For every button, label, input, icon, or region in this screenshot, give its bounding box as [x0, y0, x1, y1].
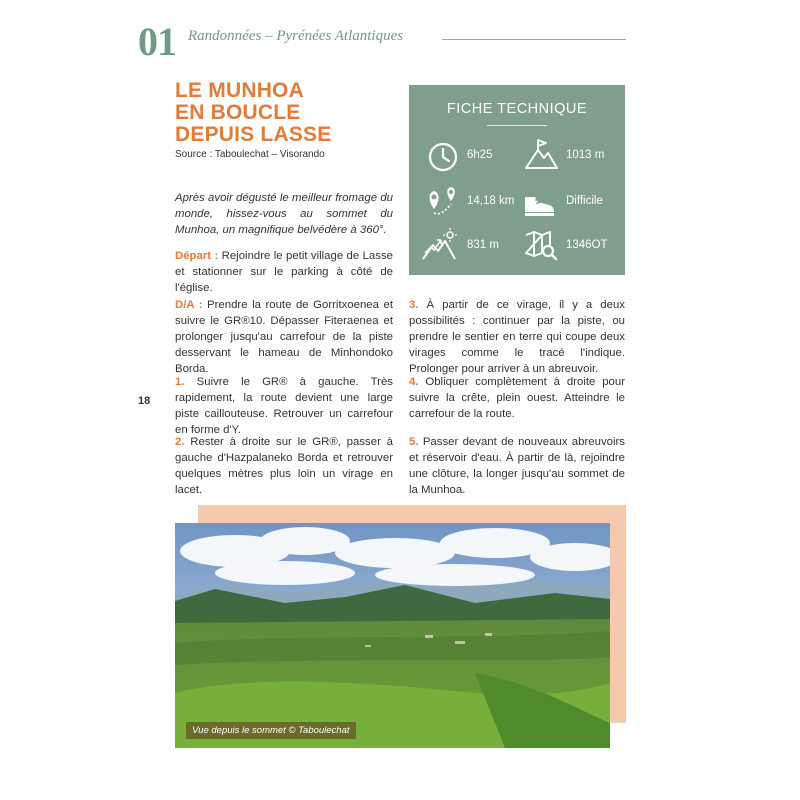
paragraph-da	[175, 297, 393, 377]
paragraph-text: Rejoindre le petit village de Lasse et stationner sur le parking à côté de l'église.	[175, 250, 393, 294]
duration-value: 6h25	[467, 149, 493, 161]
photo-caption: Vue depuis le sommet © Taboulechat	[186, 722, 356, 739]
article-intro: Après avoir dégusté le meilleur fromage du monde, hissez-vous au sommet du Munhoa, un magnifique belvédère à 360°.	[175, 192, 393, 236]
route-pins-icon	[425, 183, 461, 219]
chapter-title: Randonnées – Pyrénées Atlantiques	[188, 28, 404, 44]
landscape-photo	[175, 523, 610, 748]
title-line: DEPUIS LASSE	[175, 123, 332, 146]
article-title	[175, 80, 405, 146]
paragraph-label: Départ :	[175, 250, 219, 262]
paragraph-step-3	[409, 297, 625, 377]
title-line: EN BOUCLE	[175, 101, 301, 124]
fiche-technique-box	[409, 85, 625, 275]
paragraph-label: 5.	[409, 436, 419, 448]
paragraph-step-1	[175, 374, 393, 438]
paragraph-label: 3.	[409, 299, 419, 311]
paragraph-step-2	[175, 434, 393, 498]
elevation-gain-icon	[421, 227, 457, 263]
paragraph-step-4	[409, 374, 625, 422]
difficulty-value: Difficile	[566, 195, 603, 207]
header-divider	[442, 39, 626, 40]
paragraph-step-5	[409, 434, 625, 498]
altitude-value: 1013 m	[566, 149, 605, 161]
mountain-flag-icon	[523, 137, 559, 173]
paragraph-text: Rester à droite sur le GR®, passer à gauche d'Hazpalaneko Borda et retrouver quelques mètres plus loin un virage en lacet.	[175, 436, 393, 496]
fiche-divider	[487, 125, 547, 126]
clock-icon	[425, 139, 461, 175]
elevation-gain-value: 831 m	[467, 239, 499, 251]
paragraph-text: Obliquer complètement à droite pour suivre la crête, plein ouest. Atteindre le carrefour de la route.	[409, 376, 625, 420]
paragraph-label: 2.	[175, 436, 185, 448]
page-number: 18	[138, 395, 151, 407]
paragraph-label: 4.	[409, 376, 419, 388]
hiking-shoe-icon	[521, 185, 557, 221]
map-reference-value: 1346OT	[566, 239, 608, 251]
paragraph-text: Passer devant de nouveaux abreuvoirs et réservoir d'eau. À partir de là, rejoindre une clôture, la longer jusqu'au sommet de la Munhoa.	[409, 436, 625, 496]
paragraph-text: À partir de ce virage, il y a deux possibilités : continuer par la piste, ou prendre le sentier en terre qui coupe deux virages comme le tracé l'indique. Prolonger pour arriver à un abreuvoir.	[409, 299, 625, 375]
paragraph-label: 1.	[175, 376, 185, 388]
paragraph-text: Prendre la route de Gorritxoenea et suivre le GR®10. Dépasser Fiteraenea et prolonger jusqu'au carrefour de la piste desservant le hameau de Minhondoko Borda.	[175, 299, 394, 375]
paragraph-depart	[175, 248, 393, 296]
map-search-icon	[523, 227, 559, 263]
paragraph-label: D/A :	[175, 299, 203, 311]
distance-value: 14,18 km	[467, 195, 515, 207]
title-line: LE MUNHOA	[175, 79, 304, 102]
fiche-title: FICHE TECHNIQUE	[446, 101, 588, 117]
chapter-number: 01	[138, 19, 176, 64]
paragraph-text: Suivre le GR® à gauche. Très rapidement, la route devient une large piste caillouteuse. Retrouver un carrefour en forme d'Y.	[175, 376, 393, 436]
article-source: Source : Taboulechat – Visorando	[175, 149, 325, 160]
